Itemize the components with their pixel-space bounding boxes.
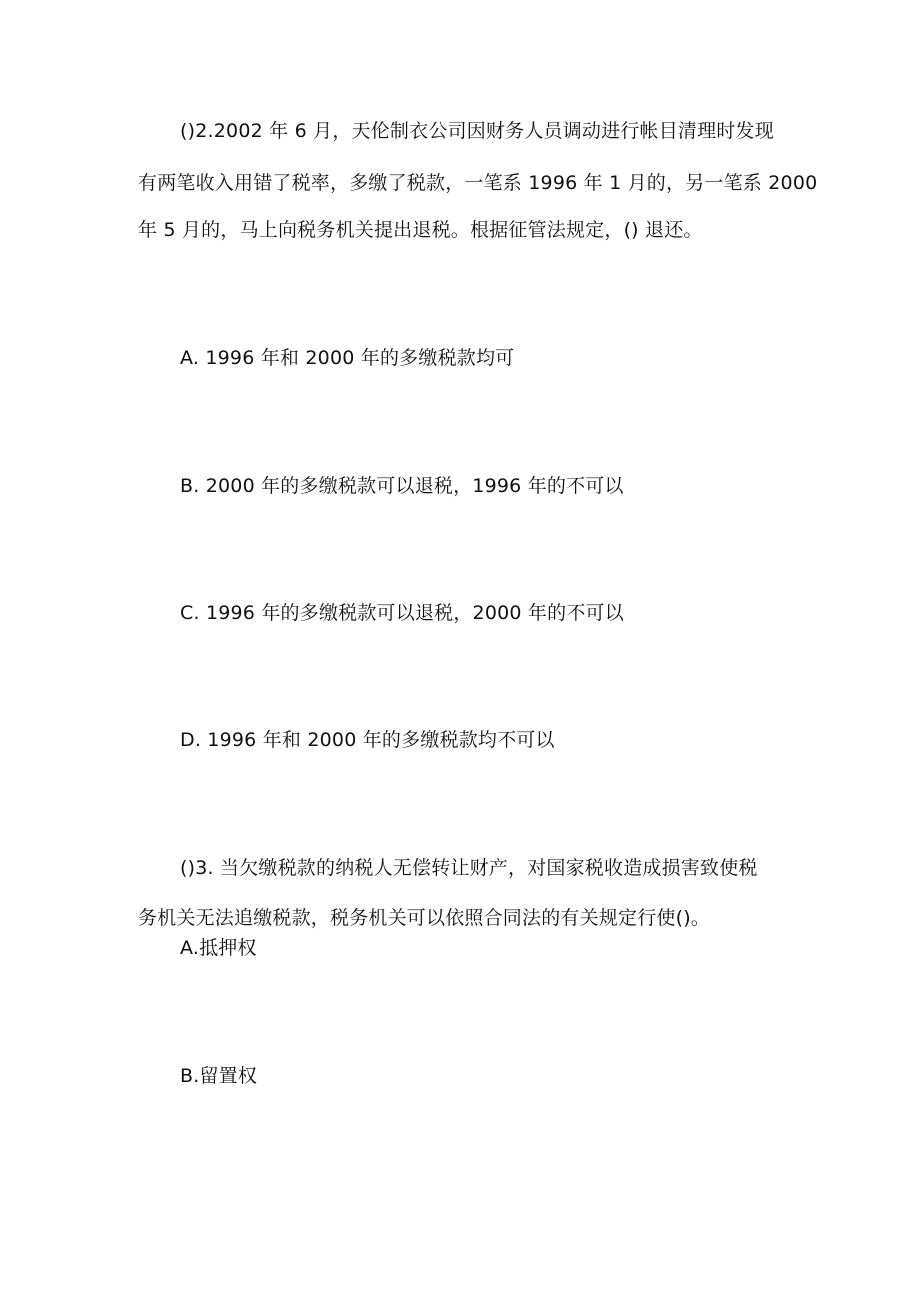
question-2-line-2: 有两笔收入用错了税率，多缴了税款，一笔系 1996 年 1 月的，另一笔系 2000	[138, 172, 818, 194]
question-3-option-a: A.抵押权	[180, 937, 257, 959]
question-3-line-2: 务机关无法追缴税款，税务机关可以依照合同法的有关规定行使()。	[138, 907, 711, 929]
question-2-line-3: 年 5 月的，马上向税务机关提出退税。根据征管法规定，() 退还。	[138, 219, 703, 241]
question-2-option-b: B. 2000 年的多缴税款可以退税，1996 年的不可以	[180, 475, 624, 497]
question-2-option-a: A. 1996 年和 2000 年的多缴税款均可	[180, 347, 515, 369]
question-3-line-1: ()3. 当欠缴税款的纳税人无偿转让财产，对国家税收造成损害致使税	[180, 857, 758, 879]
question-2-option-c: C. 1996 年的多缴税款可以退税，2000 年的不可以	[180, 602, 624, 624]
question-2-line-1: ()2.2002 年 6 月，天伦制衣公司因财务人员调动进行帐目清理时发现	[180, 120, 774, 142]
question-2-option-d: D. 1996 年和 2000 年的多缴税款均不可以	[180, 729, 555, 751]
question-3-option-b: B.留置权	[180, 1065, 258, 1087]
